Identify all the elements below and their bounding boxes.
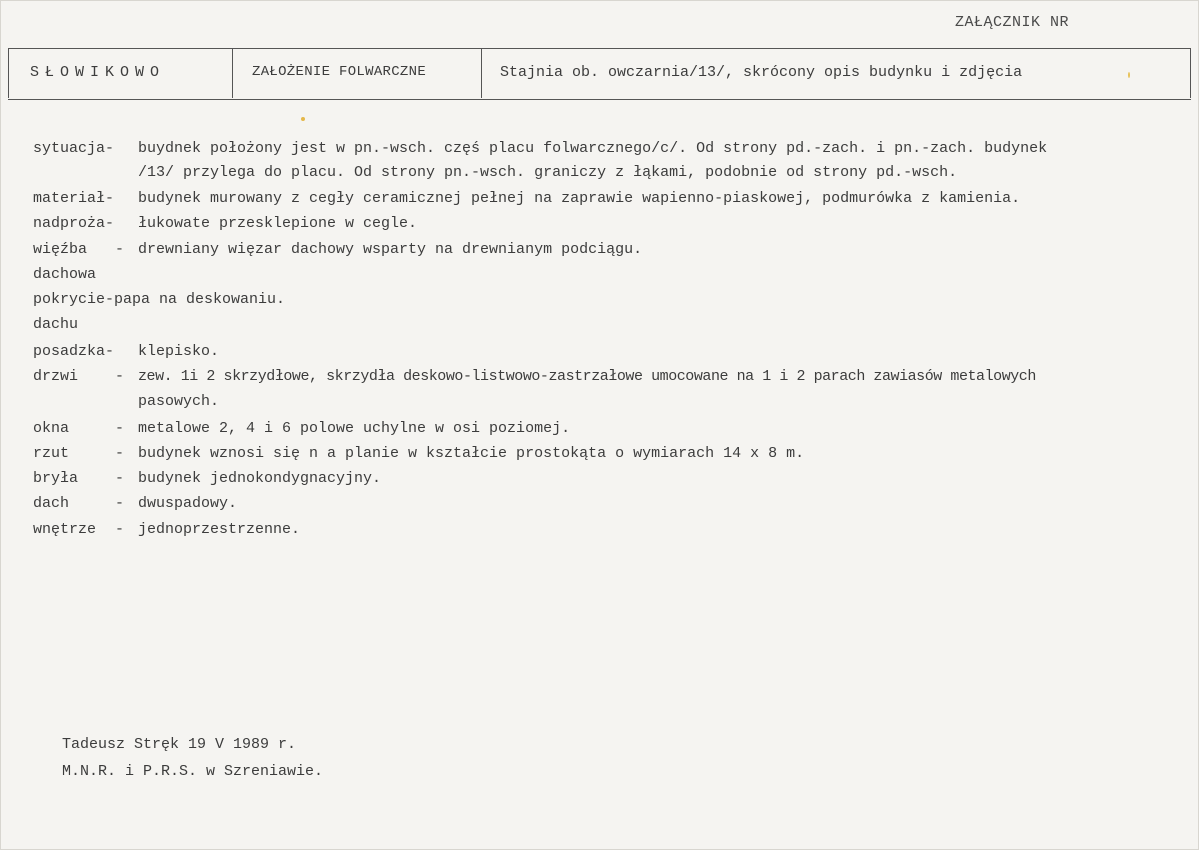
entry-dash: - xyxy=(115,495,125,512)
entry-value: budynek murowany z cegły ceramicznej pełnej na zaprawie wapienno-piaskowej, podmurówka z kamienia. xyxy=(138,190,1021,207)
entry-label: dachu xyxy=(33,316,79,333)
entry-label: dachowa xyxy=(33,266,97,283)
yellow-speck xyxy=(301,117,305,121)
entry-value: zew. 1i 2 skrzydłowe, skrzydła deskowo-listwowo-zastrzałowe umocowane na 1 i 2 parach zawiasów metalowych xyxy=(138,368,1036,385)
header-type: ZAŁOŻENIE FOLWARCZNE xyxy=(252,64,427,80)
entry-label: więźba xyxy=(33,241,88,258)
entry-dash: - xyxy=(115,368,125,385)
entry-label: bryła xyxy=(33,470,79,487)
entry-label: drzwi xyxy=(33,368,79,385)
entry-value: jednoprzestrzenne. xyxy=(138,521,301,538)
institution-signature: M.N.R. i P.R.S. w Szreniawie. xyxy=(62,763,324,780)
header-place: SŁOWIKOWO xyxy=(30,64,166,81)
entry-dash: - xyxy=(115,470,125,487)
header-divider-left xyxy=(8,48,9,98)
header-divider-right xyxy=(1190,48,1191,98)
yellow-mark xyxy=(1128,72,1130,78)
header-divider-2 xyxy=(481,48,482,98)
entry-label: sytuacja- xyxy=(33,140,115,157)
entry-value: metalowe 2, 4 i 6 polowe uchylne w osi poziomej. xyxy=(138,420,571,437)
entry-label: okna xyxy=(33,420,70,437)
author-signature: Tadeusz Stręk 19 V 1989 r. xyxy=(62,736,297,753)
entry-label: wnętrze xyxy=(33,521,97,538)
entry-label: nadproża- xyxy=(33,215,115,232)
attachment-number-label: ZAŁĄCZNIK NR xyxy=(955,14,1070,31)
entry-label: materiał- xyxy=(33,190,115,207)
header-divider-1 xyxy=(232,48,233,98)
entry-value: budynek wznosi się n a planie w kształcie prostokąta o wymiarach 14 x 8 m. xyxy=(138,445,805,462)
entry-value: /13/ przylega do placu. Od strony pn.-wsch. graniczy z łąkami, podobnie od strony pd.-wsch. xyxy=(138,164,958,181)
entry-value: dwuspadowy. xyxy=(138,495,238,512)
entry-value: łukowate przesklepione w cegle. xyxy=(138,215,418,232)
entry-label: posadzka- xyxy=(33,343,115,360)
entry-value: budynek jednokondygnacyjny. xyxy=(138,470,382,487)
entry-value: buydnek położony jest w pn.-wsch. częś placu folwarcznego/c/. Od strony pd.-zach. i pn.-zach. budynek xyxy=(138,140,1048,157)
entry-label: rzut xyxy=(33,445,70,462)
entry-dash: - xyxy=(115,420,125,437)
entry-value: klepisko. xyxy=(138,343,220,360)
entry-dash: - xyxy=(115,241,125,258)
entry-value: pasowych. xyxy=(138,393,220,410)
entry-dash: - xyxy=(115,445,125,462)
entry-label: pokrycie-papa na deskowaniu. xyxy=(33,291,286,308)
entry-label: dach xyxy=(33,495,70,512)
entry-dash: - xyxy=(115,521,125,538)
header-description: Stajnia ob. owczarnia/13/, skrócony opis budynku i zdjęcia xyxy=(500,64,1023,81)
entry-value: drewniany więzar dachowy wsparty na drewnianym podciągu. xyxy=(138,241,643,258)
